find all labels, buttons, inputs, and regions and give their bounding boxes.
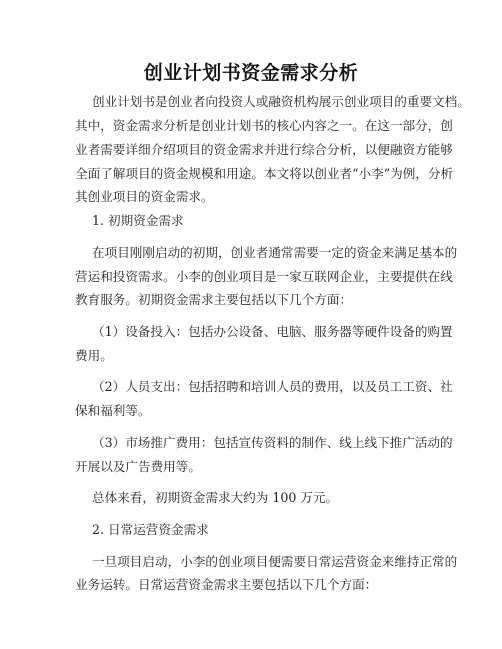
- paragraph-line: 业务运转。日常运营资金需求主要包括以下几个方面：: [75, 577, 378, 592]
- summary-line: 总体来看，初期资金需求大约为 100 万元。: [92, 490, 339, 505]
- paragraph-line: 一旦项目启动，小李的创业项目便需要日常运营资金来维持正常的: [92, 554, 458, 569]
- list-item-line: 开展以及广告费用等。: [75, 459, 201, 474]
- section-heading: 1. 初期资金需求: [92, 213, 184, 228]
- list-item-line: 保和福利等。: [75, 403, 151, 418]
- list-item-line: 费用。: [75, 348, 113, 363]
- list-item-line: （2）人员支出：包括招聘和培训人员的费用，以及员工工资、社: [92, 379, 453, 394]
- paragraph-line: 创业计划书是创业者向投资人或融资机构展示创业项目的重要文档。: [92, 94, 470, 109]
- paragraph-line: 在项目刚刚启动的初期，创业者通常需要一定的资金来满足基本的: [92, 245, 458, 260]
- section-heading: 2. 日常运营资金需求: [92, 522, 209, 537]
- paragraph-line: 全面了解项目的资金规模和用途。本文将以创业者“小李”为例，分析: [75, 166, 454, 181]
- document-title: 创业计划书资金需求分析: [143, 62, 359, 84]
- paragraph-line: 其创业项目的资金需求。: [75, 189, 214, 204]
- paragraph-line: 业者需要详细介绍项目的资金需求并进行综合分析，以便融资方能够: [75, 142, 453, 157]
- list-item-line: （3）市场推广费用：包括宣传资料的制作、线上线下推广活动的: [92, 435, 453, 450]
- list-item-line: （1）设备投入：包括办公设备、电脑、服务器等硬件设备的购置: [92, 324, 453, 339]
- paragraph-line: 教育服务。初期资金需求主要包括以下几个方面：: [75, 292, 353, 307]
- paragraph-line: 其中，资金需求分析是创业计划书的核心内容之一。在这一部分，创: [75, 118, 453, 133]
- paragraph-line: 营运和投资需求。小李的创业项目是一家互联网企业，主要提供在线: [75, 269, 453, 284]
